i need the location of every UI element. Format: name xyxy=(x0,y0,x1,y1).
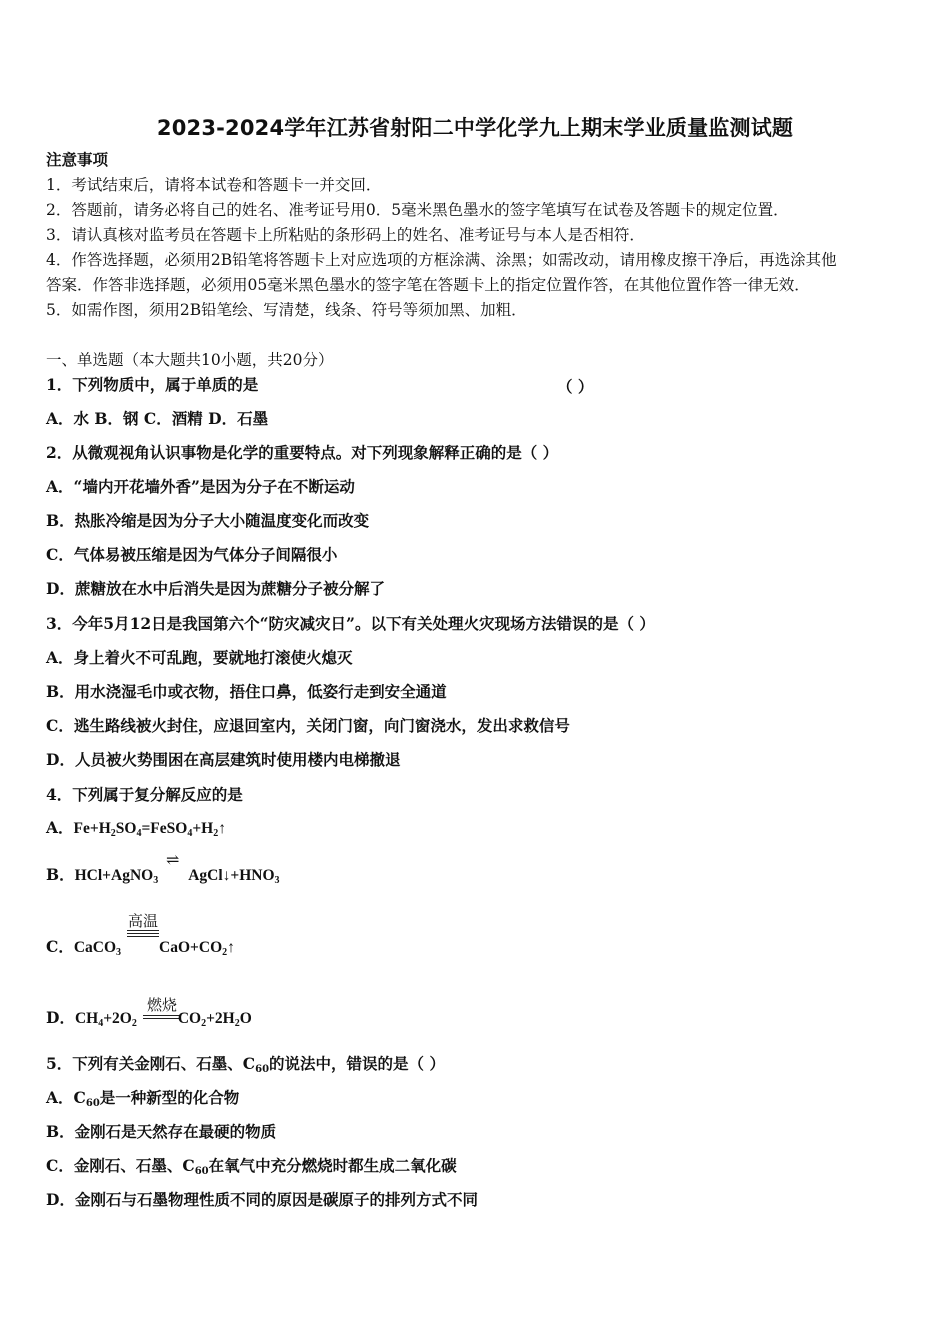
equation-b-right: $AgCl↓+HNO_3$ xyxy=(188,867,280,886)
equation-c-right: $CaO+CO_2↑$ xyxy=(159,939,235,958)
q4-option-a xyxy=(46,818,226,844)
section-heading: 一、单选题（本大题共10小题，共20分） xyxy=(46,351,334,369)
option-text: 是一种新型的化合物 xyxy=(99,1088,240,1107)
option-text: 在氧气中充分燃烧时都生成二氧化碳 xyxy=(208,1156,457,1175)
subscript: 60 xyxy=(85,1098,100,1109)
q2-option-c: C．气体易被压缩是因为气体分子间隔很小 xyxy=(46,545,338,564)
q4-option-d xyxy=(46,1008,252,1034)
q5-stem-text: 的说法中，错误的是（ ） xyxy=(269,1054,445,1073)
option-label: D． xyxy=(46,1008,75,1027)
option-label: B． xyxy=(46,865,75,884)
notice-item: 1．考试结束后，请将本试卷和答题卡一并交回． xyxy=(46,176,382,194)
equation-d-left: $CH_4+2O_2$ xyxy=(74,1010,137,1029)
q2-option-a: A．“墙内开花墙外香”是因为分子在不断运动 xyxy=(46,477,355,496)
q2-option-b: B．热胀冷缩是因为分子大小随温度变化而改变 xyxy=(46,511,370,530)
q3-option-c: C．逃生路线被火封住，应退回室内，关闭门窗，向门窗浇水，发出求救信号 xyxy=(46,716,570,735)
equation-d-right: $CO_2+2H_2O$ xyxy=(177,1010,252,1029)
reversible-arrow-icon: ⇌ xyxy=(166,850,180,869)
q3-option-b: B．用水浇湿毛巾或衣物，捂住口鼻，低姿行走到安全通道 xyxy=(46,682,447,701)
option-text: A．C xyxy=(46,1088,86,1107)
q4-option-c xyxy=(46,937,235,963)
exam-title: 2023-2024学年江苏省射阳二中学化学九上期末学业质量监测试题 xyxy=(156,116,794,140)
notice-item: 3．请认真核对监考员在答题卡上所粘贴的条形码上的姓名、准考证号与本人是否相符． xyxy=(46,226,645,244)
q1-stem: 1．下列物质中，属于单质的是 xyxy=(46,375,259,394)
q3-option-d: D．人员被火势围困在高层建筑时使用楼内电梯撤退 xyxy=(46,750,401,769)
option-text: C．金刚石、石墨、C xyxy=(46,1156,195,1175)
equation-c-left: CaCO$_3$ xyxy=(73,939,122,958)
condition-high-temp: 高温 xyxy=(127,912,158,930)
notice-item: 答案．作答非选择题，必须用05毫米黑色墨水的签字笔在答题卡上的指定位置作答，在其他位置作答一律无效． xyxy=(46,276,810,294)
q5-option-d: D．金刚石与石墨物理性质不同的原因是碳原子的排列方式不同 xyxy=(46,1190,478,1209)
q3-option-a: A．身上着火不可乱跑，要就地打滚使火熄灭 xyxy=(46,648,353,667)
notice-item: 2．答题前，请务必将自己的姓名、准考证号用0．5毫米黑色墨水的签字笔填写在试卷及答题卡的规定位置． xyxy=(46,201,789,219)
q5-stem xyxy=(46,1054,445,1080)
q4-stem: 4．下列属于复分解反应的是 xyxy=(46,785,243,804)
notice-item: 4．作答选择题，必须用2B铅笔将答题卡上对应选项的方框涂满、涂黑；如需改动，请用橡皮擦干净后，再选涂其他 xyxy=(46,251,837,269)
option-label: A． xyxy=(46,818,74,837)
q5-option-a xyxy=(46,1088,239,1114)
q1-answer-paren: （ ） xyxy=(557,377,594,396)
q2-stem: 2．从微观视角认识事物是化学的重要特点。对下列现象解释正确的是（ ） xyxy=(46,443,559,462)
q5-stem-text: 5．下列有关金刚石、石墨、C xyxy=(46,1054,256,1073)
subscript: 60 xyxy=(194,1166,209,1177)
q1-options: A．水 B．钢 C．酒精 D．石墨 xyxy=(46,409,269,428)
condition-combustion: 燃烧 xyxy=(146,996,177,1014)
q5-option-c xyxy=(46,1156,457,1182)
q5-option-b: B．金刚石是天然存在最硬的物质 xyxy=(46,1122,277,1141)
q3-stem: 3．今年5月12日是我国第六个“防灾减灾日”。以下有关处理火灾现场方法错误的是（ ） xyxy=(46,614,655,633)
subscript: 60 xyxy=(255,1064,270,1075)
notice-item: 5．如需作图，须用2B铅笔绘、写清楚，线条、符号等须加黑、加粗． xyxy=(46,301,527,319)
equation-a: $Fe+H_2SO_4=FeSO_4+H_2↑$ xyxy=(73,820,226,839)
option-label: C． xyxy=(46,937,74,956)
equation-b-left: HCl+AgNO$_3$ xyxy=(74,867,159,886)
notice-heading: 注意事项 xyxy=(46,150,109,169)
q2-option-d: D．蔗糖放在水中后消失是因为蔗糖分子被分解了 xyxy=(46,579,385,598)
equals-sign-icon xyxy=(127,930,159,937)
q4-option-b xyxy=(46,865,280,891)
